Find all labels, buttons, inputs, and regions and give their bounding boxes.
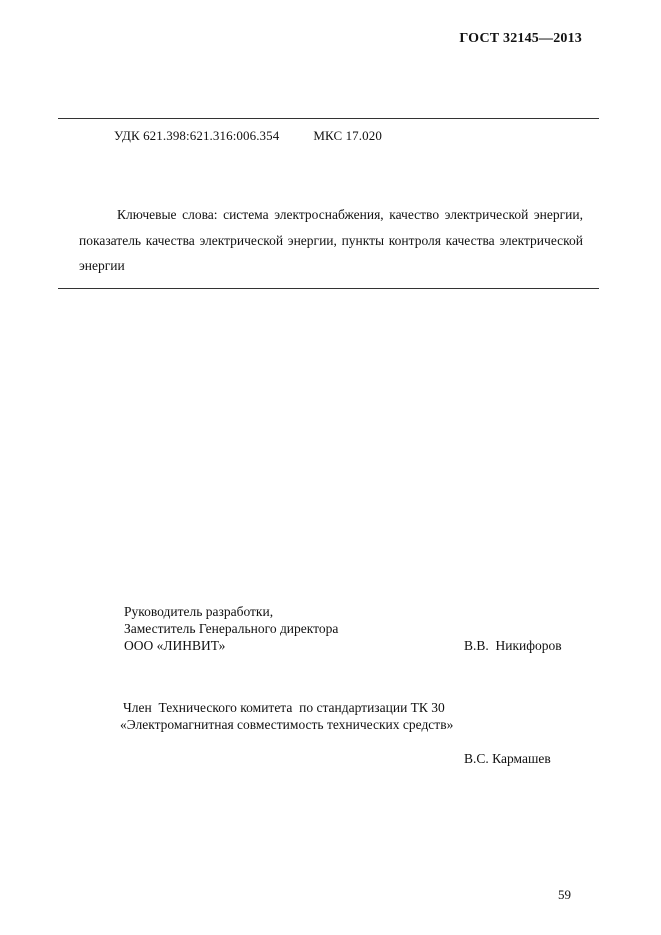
udk-code: УДК 621.398:621.316:006.354 <box>114 128 280 143</box>
head-organization: ООО «ЛИНВИТ» <box>124 638 226 653</box>
member-committee-name: «Электромагнитная совместимость технических средств» <box>120 717 454 732</box>
member-signatory-name: В.С. Кармашев <box>464 751 551 766</box>
bottom-divider <box>58 288 599 289</box>
head-title-line-1: Руководитель разработки, <box>124 604 274 619</box>
page-number: 59 <box>558 887 571 902</box>
standard-code: ГОСТ 32145—2013 <box>459 31 582 46</box>
head-signatory-name: В.В. Никифоров <box>464 638 562 653</box>
keywords-paragraph: Ключевые слова: система электроснабжения, качество электрической энергии, показатель качества электрической энергии, пункты контроля качества электрической энергии <box>79 207 583 273</box>
member-title-line-1: Член Технического комитета по стандартизации ТК 30 <box>123 700 445 715</box>
head-title-line-2: Заместитель Генерального директора <box>124 621 339 636</box>
mks-code: МКС 17.020 <box>313 128 382 143</box>
top-divider <box>58 118 599 119</box>
classification-line <box>114 128 382 144</box>
